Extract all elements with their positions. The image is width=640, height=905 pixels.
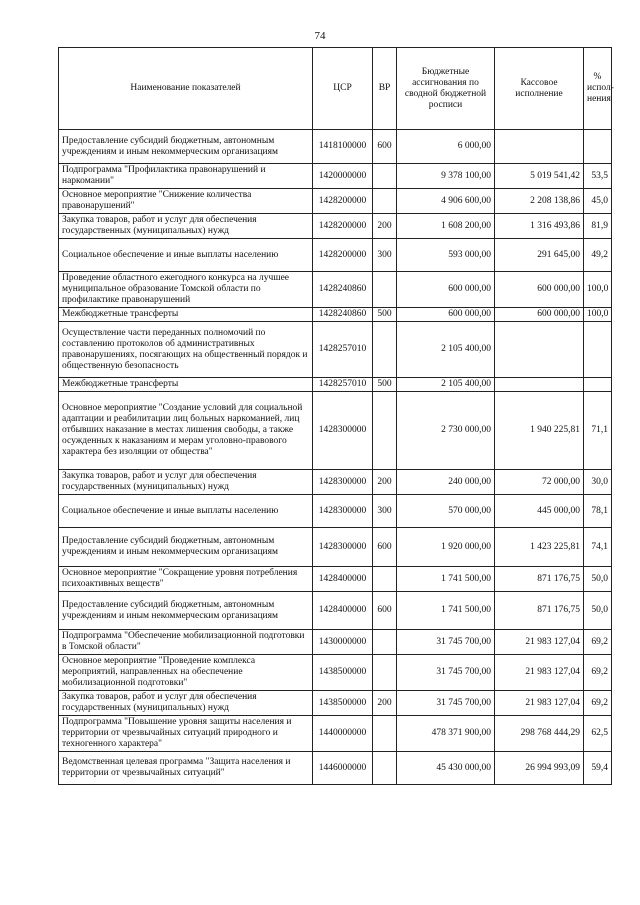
table-row <box>59 630 612 655</box>
cell-csr: 1428257010 <box>313 322 373 378</box>
table-row <box>59 272 612 308</box>
cell-vr: 600 <box>373 528 397 567</box>
cell-csr: 1428300000 <box>313 470 373 495</box>
cell-name: Основное мероприятие "Проведение комплекса мероприятий, направленных на обеспечение мобилизационной подготовки" <box>59 655 313 691</box>
cell-vr <box>373 567 397 592</box>
cell-vr <box>373 752 397 785</box>
table-row <box>59 691 612 716</box>
cell-name: Осуществление части переданных полномочий по составлению протоколов об административных правонарушениях, посягающих на общественный порядок и общественную безопасность <box>59 322 313 378</box>
cell-cash <box>495 378 584 392</box>
cell-csr: 1420000000 <box>313 164 373 189</box>
cell-cash: 21 983 127,04 <box>495 655 584 691</box>
table-row <box>59 239 612 272</box>
cell-budget: 6 000,00 <box>397 130 495 164</box>
cell-csr: 1418100000 <box>313 130 373 164</box>
cell-cash: 291 645,00 <box>495 239 584 272</box>
cell-vr <box>373 392 397 470</box>
header-name: Наименование показателей <box>59 48 313 130</box>
header-percent: % испол-нения <box>584 48 612 130</box>
cell-budget: 31 745 700,00 <box>397 630 495 655</box>
cell-name: Межбюджетные трансферты <box>59 308 313 322</box>
cell-name: Социальное обеспечение и иные выплаты населению <box>59 239 313 272</box>
table-row <box>59 308 612 322</box>
cell-percent: 50,0 <box>584 567 612 592</box>
cell-budget: 31 745 700,00 <box>397 655 495 691</box>
cell-percent: 81,9 <box>584 214 612 239</box>
cell-budget: 570 000,00 <box>397 495 495 528</box>
cell-vr <box>373 164 397 189</box>
table-row <box>59 528 612 567</box>
cell-name: Подпрограмма "Профилактика правонарушений и наркомании" <box>59 164 313 189</box>
cell-percent: 69,2 <box>584 691 612 716</box>
table-row <box>59 189 612 214</box>
cell-budget: 9 378 100,00 <box>397 164 495 189</box>
cell-name: Закупка товаров, работ и услуг для обеспечения государственных (муниципальных) нужд <box>59 214 313 239</box>
cell-cash <box>495 130 584 164</box>
cell-cash: 1 940 225,81 <box>495 392 584 470</box>
cell-csr: 1428400000 <box>313 592 373 630</box>
cell-cash: 600 000,00 <box>495 272 584 308</box>
cell-percent: 45,0 <box>584 189 612 214</box>
table-row <box>59 214 612 239</box>
cell-vr <box>373 716 397 752</box>
cell-csr: 1446000000 <box>313 752 373 785</box>
cell-cash: 21 983 127,04 <box>495 630 584 655</box>
table-row <box>59 392 612 470</box>
cell-budget: 240 000,00 <box>397 470 495 495</box>
cell-vr <box>373 630 397 655</box>
header-csr: ЦСР <box>313 48 373 130</box>
cell-vr: 300 <box>373 495 397 528</box>
cell-budget: 600 000,00 <box>397 308 495 322</box>
table-row <box>59 130 612 164</box>
cell-vr <box>373 272 397 308</box>
cell-csr: 1428200000 <box>313 189 373 214</box>
cell-vr: 200 <box>373 691 397 716</box>
cell-name: Основное мероприятие "Сокращение уровня потребления психоактивных веществ" <box>59 567 313 592</box>
table-row <box>59 716 612 752</box>
cell-percent: 100,0 <box>584 272 612 308</box>
cell-vr: 500 <box>373 308 397 322</box>
cell-csr: 1428300000 <box>313 495 373 528</box>
cell-vr: 600 <box>373 592 397 630</box>
cell-budget: 2 105 400,00 <box>397 378 495 392</box>
cell-cash: 21 983 127,04 <box>495 691 584 716</box>
cell-name: Закупка товаров, работ и услуг для обеспечения государственных (муниципальных) нужд <box>59 470 313 495</box>
cell-percent: 49,2 <box>584 239 612 272</box>
cell-csr: 1428300000 <box>313 392 373 470</box>
cell-budget: 1 608 200,00 <box>397 214 495 239</box>
cell-csr: 1428400000 <box>313 567 373 592</box>
cell-vr: 600 <box>373 130 397 164</box>
cell-cash: 871 176,75 <box>495 592 584 630</box>
header-budget: Бюджетные ассигнования по сводной бюджетной росписи <box>397 48 495 130</box>
cell-vr: 200 <box>373 470 397 495</box>
cell-vr <box>373 189 397 214</box>
cell-cash: 1 423 225,81 <box>495 528 584 567</box>
cell-budget: 478 371 900,00 <box>397 716 495 752</box>
table-row <box>59 567 612 592</box>
cell-cash: 5 019 541,42 <box>495 164 584 189</box>
cell-name: Предоставление субсидий бюджетным, автономным учреждениям и иным некоммерческим организациям <box>59 528 313 567</box>
header-cash: Кассовое исполнение <box>495 48 584 130</box>
cell-budget: 4 906 600,00 <box>397 189 495 214</box>
cell-csr: 1428240860 <box>313 272 373 308</box>
cell-name: Проведение областного ежегодного конкурса на лучшее муниципальное образование Томской области по профилактике правонарушений <box>59 272 313 308</box>
cell-csr: 1428240860 <box>313 308 373 322</box>
cell-vr: 500 <box>373 378 397 392</box>
cell-name: Подпрограмма "Обеспечение мобилизационной подготовки в Томской области" <box>59 630 313 655</box>
cell-percent: 100,0 <box>584 308 612 322</box>
cell-percent: 74,1 <box>584 528 612 567</box>
cell-name: Предоставление субсидий бюджетным, автономным учреждениям и иным некоммерческим организациям <box>59 592 313 630</box>
cell-vr: 300 <box>373 239 397 272</box>
cell-cash: 72 000,00 <box>495 470 584 495</box>
cell-budget: 31 745 700,00 <box>397 691 495 716</box>
cell-budget: 1 741 500,00 <box>397 592 495 630</box>
cell-cash: 1 316 493,86 <box>495 214 584 239</box>
cell-percent: 69,2 <box>584 655 612 691</box>
cell-percent: 62,5 <box>584 716 612 752</box>
cell-percent: 71,1 <box>584 392 612 470</box>
cell-name: Закупка товаров, работ и услуг для обеспечения государственных (муниципальных) нужд <box>59 691 313 716</box>
header-vr: ВР <box>373 48 397 130</box>
cell-name: Межбюджетные трансферты <box>59 378 313 392</box>
cell-percent: 78,1 <box>584 495 612 528</box>
cell-percent: 53,5 <box>584 164 612 189</box>
cell-name: Предоставление субсидий бюджетным, автономным учреждениям и иным некоммерческим организациям <box>59 130 313 164</box>
cell-vr <box>373 655 397 691</box>
cell-budget: 2 730 000,00 <box>397 392 495 470</box>
table-row <box>59 592 612 630</box>
cell-name: Подпрограмма "Повышение уровня защиты населения и территории от чрезвычайных ситуаций природного и техногенного характера" <box>59 716 313 752</box>
cell-csr: 1428300000 <box>313 528 373 567</box>
cell-cash: 445 000,00 <box>495 495 584 528</box>
cell-percent <box>584 130 612 164</box>
table-row <box>59 322 612 378</box>
cell-percent <box>584 322 612 378</box>
cell-percent: 50,0 <box>584 592 612 630</box>
cell-budget: 600 000,00 <box>397 272 495 308</box>
table-row <box>59 470 612 495</box>
cell-name: Социальное обеспечение и иные выплаты населению <box>59 495 313 528</box>
cell-budget: 2 105 400,00 <box>397 322 495 378</box>
cell-csr: 1428257010 <box>313 378 373 392</box>
cell-cash: 871 176,75 <box>495 567 584 592</box>
cell-budget: 593 000,00 <box>397 239 495 272</box>
cell-csr: 1438500000 <box>313 691 373 716</box>
header-row <box>59 48 612 130</box>
cell-name: Ведомственная целевая программа "Защита населения и территории от чрезвычайных ситуаций" <box>59 752 313 785</box>
cell-percent: 59,4 <box>584 752 612 785</box>
table-row <box>59 378 612 392</box>
cell-csr: 1440000000 <box>313 716 373 752</box>
cell-csr: 1428200000 <box>313 239 373 272</box>
cell-percent: 30,0 <box>584 470 612 495</box>
budget-table <box>58 47 612 785</box>
cell-csr: 1438500000 <box>313 655 373 691</box>
table-row <box>59 495 612 528</box>
table-row <box>59 752 612 785</box>
page-number: 74 <box>314 30 326 42</box>
cell-name: Основное мероприятие "Снижение количества правонарушений" <box>59 189 313 214</box>
cell-cash: 298 768 444,29 <box>495 716 584 752</box>
cell-name: Основное мероприятие "Создание условий для социальной адаптации и реабилитации лиц больных наркоманией, лиц отбывших наказание в местах лишения свободы, а также осужденных к наказаниям и мерам уголовно-правового характера без изоляции от общества" <box>59 392 313 470</box>
table-row <box>59 655 612 691</box>
cell-budget: 1 920 000,00 <box>397 528 495 567</box>
cell-csr: 1430000000 <box>313 630 373 655</box>
cell-cash: 26 994 993,09 <box>495 752 584 785</box>
cell-csr: 1428200000 <box>313 214 373 239</box>
table-row <box>59 164 612 189</box>
cell-percent <box>584 378 612 392</box>
cell-cash: 2 208 138,86 <box>495 189 584 214</box>
cell-budget: 45 430 000,00 <box>397 752 495 785</box>
cell-budget: 1 741 500,00 <box>397 567 495 592</box>
cell-vr: 200 <box>373 214 397 239</box>
cell-percent: 69,2 <box>584 630 612 655</box>
cell-cash <box>495 322 584 378</box>
cell-vr <box>373 322 397 378</box>
cell-cash: 600 000,00 <box>495 308 584 322</box>
